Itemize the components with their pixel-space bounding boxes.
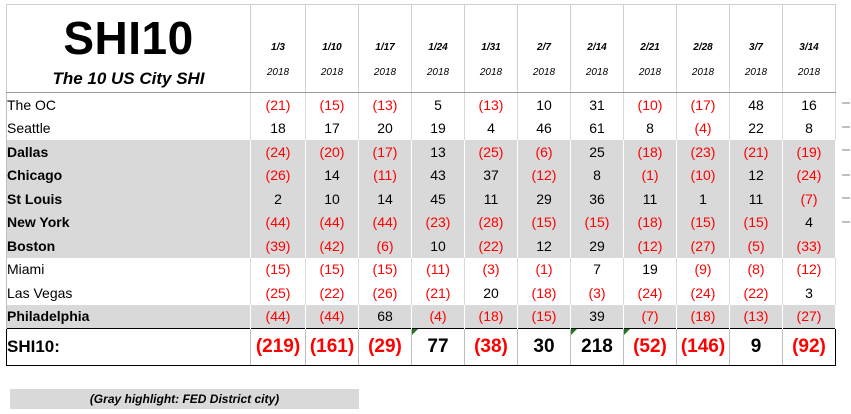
value-cell[interactable]: (6) [518, 140, 571, 164]
value-cell[interactable]: (44) [251, 305, 306, 329]
value-cell[interactable]: (15) [251, 258, 306, 282]
value-cell[interactable]: (18) [518, 281, 571, 305]
value-cell[interactable]: (28) [465, 211, 518, 235]
value-cell[interactable]: (15) [518, 305, 571, 329]
sheet-title: SHI10 [63, 12, 194, 64]
value-cell[interactable]: (44) [306, 305, 359, 329]
city-name-cell[interactable]: The OC [7, 93, 251, 117]
column-date: 2/7 [537, 42, 551, 53]
value-cell[interactable]: (10) [624, 93, 677, 117]
value-cell[interactable]: (6) [359, 234, 412, 258]
value-cell[interactable]: (25) [251, 281, 306, 305]
city-name-cell[interactable]: Las Vegas [7, 281, 251, 305]
value-cell[interactable]: (24) [783, 164, 836, 188]
date-header-cell[interactable] [677, 5, 730, 93]
column-year: 2018 [585, 67, 609, 78]
value-cell[interactable]: (13) [359, 93, 412, 117]
value-cell[interactable]: (24) [624, 281, 677, 305]
table-row [7, 258, 836, 282]
value-cell[interactable]: (18) [624, 211, 677, 235]
value-cell[interactable]: (13) [465, 93, 518, 117]
table-row [7, 211, 836, 235]
value-cell[interactable]: 48 [730, 93, 783, 117]
city-name-cell[interactable]: Seattle [7, 117, 251, 141]
value-cell[interactable]: (18) [624, 140, 677, 164]
table-row [7, 93, 836, 117]
value-cell[interactable]: 68 [359, 305, 412, 329]
value-cell[interactable]: (21) [251, 93, 306, 117]
value-cell[interactable]: 13 [412, 140, 465, 164]
value-cell[interactable]: (21) [412, 281, 465, 305]
value-cell[interactable]: (12) [518, 164, 571, 188]
value-cell[interactable]: 2 [251, 187, 306, 211]
value-cell[interactable]: (15) [571, 211, 624, 235]
total-label-cell[interactable]: SHI10: [7, 329, 251, 366]
total-value: (29) [368, 336, 402, 357]
value-cell[interactable]: (12) [783, 258, 836, 282]
column-year: 2018 [479, 67, 503, 78]
value-cell[interactable]: 3 [783, 281, 836, 305]
value-cell[interactable]: 7 [571, 258, 624, 282]
column-date: 1/10 [322, 42, 342, 53]
value-cell[interactable]: (22) [465, 234, 518, 258]
date-header-cell[interactable] [465, 5, 518, 93]
column-year: 2018 [266, 67, 290, 78]
value-cell[interactable]: 10 [412, 234, 465, 258]
date-header-cell[interactable] [251, 5, 306, 93]
total-value-cell[interactable] [571, 329, 624, 366]
value-cell[interactable]: (33) [783, 234, 836, 258]
value-cell[interactable]: 12 [518, 234, 571, 258]
value-cell[interactable]: (1) [624, 164, 677, 188]
value-cell[interactable]: (26) [251, 164, 306, 188]
column-year: 2018 [638, 67, 662, 78]
total-value-cell[interactable] [783, 329, 836, 366]
column-date: 1/3 [271, 42, 285, 53]
value-cell[interactable]: (23) [677, 140, 730, 164]
city-name-cell[interactable]: Miami [7, 258, 251, 282]
value-cell[interactable]: 39 [571, 305, 624, 329]
total-value: (52) [633, 336, 667, 357]
value-cell[interactable]: 16 [783, 93, 836, 117]
column-year: 2018 [320, 67, 344, 78]
value-cell[interactable]: (4) [677, 117, 730, 141]
value-cell[interactable]: (15) [677, 211, 730, 235]
value-cell[interactable]: (4) [412, 305, 465, 329]
value-cell[interactable]: (21) [730, 140, 783, 164]
value-cell[interactable]: 8 [571, 164, 624, 188]
city-name-cell[interactable]: Philadelphia [7, 305, 251, 329]
value-cell[interactable]: (1) [518, 258, 571, 282]
comment-indicator-icon [624, 329, 630, 335]
column-date: 2/14 [587, 42, 607, 53]
scrollbar-edge [838, 94, 851, 414]
date-header-cell[interactable] [412, 5, 465, 93]
value-cell[interactable]: 12 [730, 164, 783, 188]
value-cell[interactable]: 18 [251, 117, 306, 141]
value-cell[interactable]: (44) [251, 211, 306, 235]
value-cell[interactable]: (44) [306, 211, 359, 235]
value-cell[interactable]: 5 [412, 93, 465, 117]
value-cell[interactable]: (8) [730, 258, 783, 282]
total-value-cell[interactable] [518, 329, 571, 366]
value-cell[interactable]: (19) [783, 140, 836, 164]
value-cell[interactable]: (17) [677, 93, 730, 117]
column-date: 3/7 [749, 42, 763, 53]
value-cell[interactable]: (22) [306, 281, 359, 305]
value-cell[interactable]: 11 [624, 187, 677, 211]
total-value-cell[interactable] [730, 329, 783, 366]
value-cell[interactable]: (17) [359, 140, 412, 164]
city-name-cell[interactable]: New York [7, 211, 251, 235]
date-header-cell[interactable] [306, 5, 359, 93]
value-cell[interactable]: (11) [359, 164, 412, 188]
value-cell[interactable]: (39) [251, 234, 306, 258]
column-date: 1/31 [481, 42, 501, 53]
value-cell[interactable]: 20 [465, 281, 518, 305]
column-year: 2018 [691, 67, 715, 78]
value-cell[interactable]: 43 [412, 164, 465, 188]
value-cell[interactable]: 8 [783, 117, 836, 141]
value-cell[interactable]: 29 [571, 234, 624, 258]
column-year: 2018 [744, 67, 768, 78]
value-cell[interactable]: (15) [730, 211, 783, 235]
value-cell[interactable]: (3) [465, 258, 518, 282]
value-cell[interactable]: 19 [412, 117, 465, 141]
value-cell[interactable]: 14 [306, 164, 359, 188]
column-date: 1/17 [375, 42, 395, 53]
total-value-cell[interactable] [412, 329, 465, 366]
city-name-cell[interactable]: Boston [7, 234, 251, 258]
total-value: (161) [309, 336, 355, 357]
value-cell[interactable]: 36 [571, 187, 624, 211]
value-cell[interactable]: (7) [624, 305, 677, 329]
legend-note: (Gray highlight: FED District city) [10, 389, 359, 409]
value-cell[interactable]: (22) [730, 281, 783, 305]
table-row [7, 117, 836, 141]
column-date: 1/24 [428, 42, 448, 53]
value-cell[interactable]: 11 [730, 187, 783, 211]
value-cell[interactable]: (11) [412, 258, 465, 282]
value-cell[interactable]: 37 [465, 164, 518, 188]
total-value-cell[interactable] [465, 329, 518, 366]
value-cell[interactable]: 25 [571, 140, 624, 164]
value-cell[interactable]: 29 [518, 187, 571, 211]
total-value: (219) [255, 336, 301, 357]
total-value: 218 [581, 336, 613, 357]
value-cell[interactable]: (27) [677, 234, 730, 258]
total-value-cell[interactable] [624, 329, 677, 366]
value-cell[interactable]: (27) [783, 305, 836, 329]
value-cell[interactable]: 1 [677, 187, 730, 211]
shi10-table [6, 4, 836, 366]
value-cell[interactable]: (18) [465, 305, 518, 329]
column-year: 2018 [426, 67, 450, 78]
total-value-cell[interactable] [306, 329, 359, 366]
value-cell[interactable]: (15) [306, 93, 359, 117]
column-year: 2018 [373, 67, 397, 78]
value-cell[interactable]: (12) [624, 234, 677, 258]
value-cell[interactable]: (25) [465, 140, 518, 164]
value-cell[interactable]: (10) [677, 164, 730, 188]
sheet-subtitle: The 10 US City SHI [52, 69, 205, 88]
value-cell[interactable]: 8 [624, 117, 677, 141]
date-header-cell[interactable] [571, 5, 624, 93]
total-value: (38) [474, 336, 508, 357]
value-cell[interactable]: 19 [624, 258, 677, 282]
city-name-cell[interactable]: Dallas [7, 140, 251, 164]
value-cell[interactable]: (24) [677, 281, 730, 305]
column-year: 2018 [532, 67, 556, 78]
value-cell[interactable]: (9) [677, 258, 730, 282]
total-row [7, 329, 836, 366]
table-row [7, 164, 836, 188]
total-value-cell[interactable] [359, 329, 412, 366]
title-cell[interactable] [7, 5, 251, 93]
total-value-cell[interactable] [677, 329, 730, 366]
value-cell[interactable]: (18) [677, 305, 730, 329]
comment-indicator-icon [412, 329, 418, 335]
value-cell[interactable]: 11 [465, 187, 518, 211]
column-date: 2/28 [693, 42, 713, 53]
total-value-cell[interactable] [251, 329, 306, 366]
value-cell[interactable]: (42) [306, 234, 359, 258]
table-row [7, 281, 836, 305]
total-value: (92) [792, 336, 826, 357]
value-cell[interactable]: 4 [783, 211, 836, 235]
value-cell[interactable]: (26) [359, 281, 412, 305]
comment-indicator-icon [571, 329, 577, 335]
value-cell[interactable]: 45 [412, 187, 465, 211]
value-cell[interactable]: (24) [251, 140, 306, 164]
value-cell[interactable]: 20 [359, 117, 412, 141]
value-cell[interactable]: (5) [730, 234, 783, 258]
date-header-cell[interactable] [624, 5, 677, 93]
value-cell[interactable]: 14 [359, 187, 412, 211]
value-cell[interactable]: 46 [518, 117, 571, 141]
header-row [7, 5, 836, 93]
table-row [7, 187, 836, 211]
total-value: 9 [750, 336, 762, 357]
value-cell[interactable]: (20) [306, 140, 359, 164]
total-value: 30 [533, 336, 555, 357]
value-cell[interactable]: 31 [571, 93, 624, 117]
value-cell[interactable]: (3) [571, 281, 624, 305]
table-row [7, 234, 836, 258]
city-name-cell[interactable]: St Louis [7, 187, 251, 211]
value-cell[interactable]: (44) [359, 211, 412, 235]
value-cell[interactable]: 61 [571, 117, 624, 141]
city-name-cell[interactable]: Chicago [7, 164, 251, 188]
date-header-cell[interactable] [518, 5, 571, 93]
column-year: 2018 [797, 67, 821, 78]
value-cell[interactable]: 10 [306, 187, 359, 211]
value-cell[interactable]: 17 [306, 117, 359, 141]
value-cell[interactable]: 4 [465, 117, 518, 141]
table-row [7, 140, 836, 164]
value-cell[interactable]: (7) [783, 187, 836, 211]
date-header-cell[interactable] [730, 5, 783, 93]
table-row [7, 305, 836, 329]
value-cell[interactable]: (15) [518, 211, 571, 235]
column-date: 3/14 [799, 42, 819, 53]
value-cell[interactable]: 10 [518, 93, 571, 117]
total-value: (146) [680, 336, 726, 357]
value-cell[interactable]: 22 [730, 117, 783, 141]
value-cell[interactable]: (23) [412, 211, 465, 235]
date-header-cell[interactable] [783, 5, 836, 93]
value-cell[interactable]: (15) [359, 258, 412, 282]
date-header-cell[interactable] [359, 5, 412, 93]
total-value: 77 [427, 336, 449, 357]
value-cell[interactable]: (13) [730, 305, 783, 329]
value-cell[interactable]: (15) [306, 258, 359, 282]
column-date: 2/21 [640, 42, 660, 53]
